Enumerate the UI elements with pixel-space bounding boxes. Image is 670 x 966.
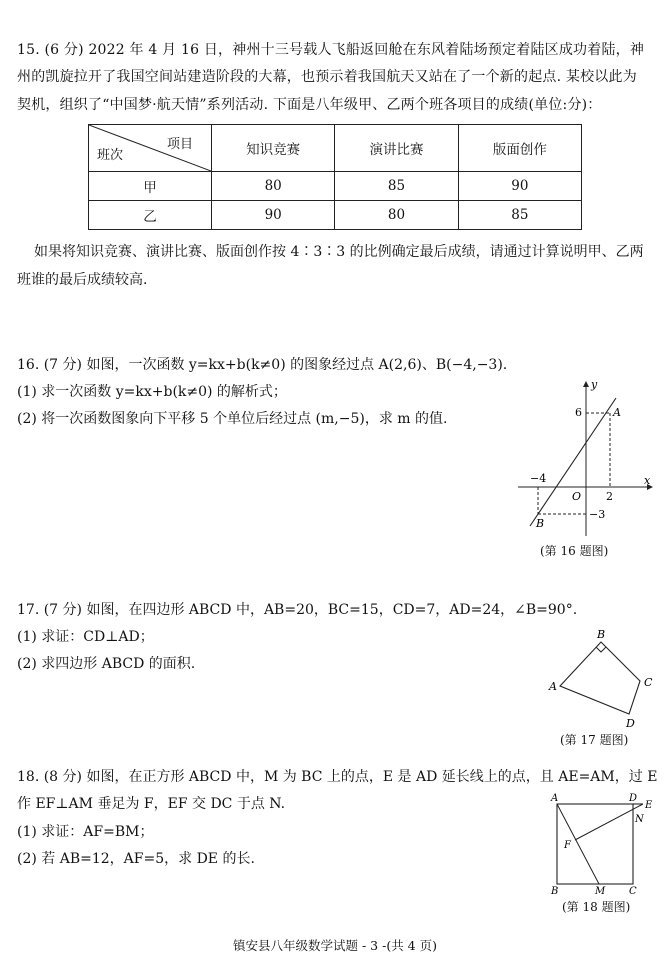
table-cell: 85 xyxy=(458,201,581,230)
q16-line-1: 16. (7 分) 如图，一次函数 y=kx+b(k≠0) 的图象经过点 A(2,6)、B(−4,−3). xyxy=(17,357,508,373)
q16-line-3: (2) 将一次函数图象向下平移 5 个单位后经过点 (m,−5)，求 m 的值. xyxy=(17,411,448,427)
tick-neg4-label: −4 xyxy=(530,472,547,485)
q17-figure xyxy=(545,626,660,731)
q18-caption: (第 18 题图) xyxy=(562,900,631,914)
vertex-c-label: C xyxy=(644,676,653,689)
tick-neg3-label: −3 xyxy=(589,508,606,521)
q15-line-1: 15. (6 分) 2022 年 4 月 16 日，神州十三号载人飞船返回舱在东风着陆场预定着陆区成功着陆，神 xyxy=(17,42,645,58)
table-corner-cell xyxy=(89,125,212,172)
q17-caption: (第 17 题图) xyxy=(560,733,629,747)
point-b-label: B xyxy=(536,517,545,530)
corner-label-item: 项目 xyxy=(166,137,193,152)
right-angle-mark-b xyxy=(596,647,606,652)
q16-line-2: (1) 求一次函数 y=kx+b(k≠0) 的解析式； xyxy=(17,384,287,400)
q18-line-2: 作 EF⊥AM 垂足为 F，EF 交 DC 于点 N. xyxy=(17,796,286,812)
q18-figure xyxy=(545,790,660,898)
point-n-label: N xyxy=(635,814,644,825)
tick-6-label: 6 xyxy=(575,406,582,419)
table-cell: 80 xyxy=(335,201,458,230)
point-m-label: M xyxy=(595,886,606,897)
q15-line-3: 契机，组织了“中国梦·航天情”系列活动. 下面是八年级甲、乙两个班各项目的成绩(单位:分)： xyxy=(17,97,602,113)
table-row xyxy=(89,172,582,201)
function-line xyxy=(530,398,616,526)
page-footer: 镇安县八年级数学试题 - 3 -(共 4 页) xyxy=(233,938,437,953)
col-header-layout: 版面创作 xyxy=(458,125,581,172)
y-axis-label: y xyxy=(591,378,598,391)
q18-line-4: (2) 若 AB=12，AF=5，求 DE 的长. xyxy=(17,851,255,867)
table-row xyxy=(89,201,582,230)
vertex-d-label: D xyxy=(629,793,638,804)
row-name-yi: 乙 xyxy=(89,201,212,230)
vertex-a-label: A xyxy=(551,793,559,804)
q15-after-line-2: 班谁的最后成绩较高. xyxy=(17,272,148,288)
tick-2-label: 2 xyxy=(606,490,613,503)
corner-label-class: 班次 xyxy=(97,148,124,163)
vertex-b-label: B xyxy=(551,886,559,897)
table-cell: 85 xyxy=(335,172,458,201)
q17-line-2: (1) 求证：CD⊥AD； xyxy=(17,629,154,645)
q16-caption: (第 16 题图) xyxy=(540,544,609,558)
x-axis-label: x xyxy=(644,474,651,487)
vertex-a-label: A xyxy=(549,680,557,693)
score-table-header-row xyxy=(89,125,582,172)
table-cell: 90 xyxy=(212,201,335,230)
point-e-label: E xyxy=(645,800,653,811)
table-cell: 80 xyxy=(212,172,335,201)
q15-after-line-1: 如果将知识竞赛、演讲比赛、版面创作按 4∶3∶3 的比例确定最后成绩，请通过计算说明甲、乙两 xyxy=(34,244,644,260)
score-table xyxy=(88,124,582,230)
point-f-label: F xyxy=(564,840,571,851)
col-header-speech: 演讲比赛 xyxy=(335,125,458,172)
q17-line-3: (2) 求四边形 ABCD 的面积. xyxy=(17,656,196,672)
table-cell: 90 xyxy=(458,172,581,201)
origin-label: O xyxy=(572,490,582,503)
q18-line-1: 18. (8 分) 如图，在正方形 ABCD 中，M 为 BC 上的点，E 是 AD 延长线上的点，且 AE=AM，过 E xyxy=(17,769,658,785)
q15-line-2: 州的凯旋拉开了我国空间站建造阶段的大幕，也预示着我国航天又站在了一个新的起点. 某校以此为 xyxy=(17,69,637,85)
point-a-label: A xyxy=(613,406,621,419)
q17-line-1: 17. (7 分) 如图，在四边形 ABCD 中，AB=20，BC=15，CD=7，AD=24，∠B=90°. xyxy=(17,602,578,618)
col-header-knowledge: 知识竞赛 xyxy=(212,125,335,172)
row-name-jia: 甲 xyxy=(89,172,212,201)
quadrilateral-abcd xyxy=(560,642,640,714)
vertex-d-label: D xyxy=(626,717,635,730)
q16-figure xyxy=(512,376,657,566)
vertex-c-label: C xyxy=(629,886,637,897)
q18-line-3: (1) 求证：AF=BM； xyxy=(17,824,154,840)
vertex-b-label: B xyxy=(597,628,606,641)
